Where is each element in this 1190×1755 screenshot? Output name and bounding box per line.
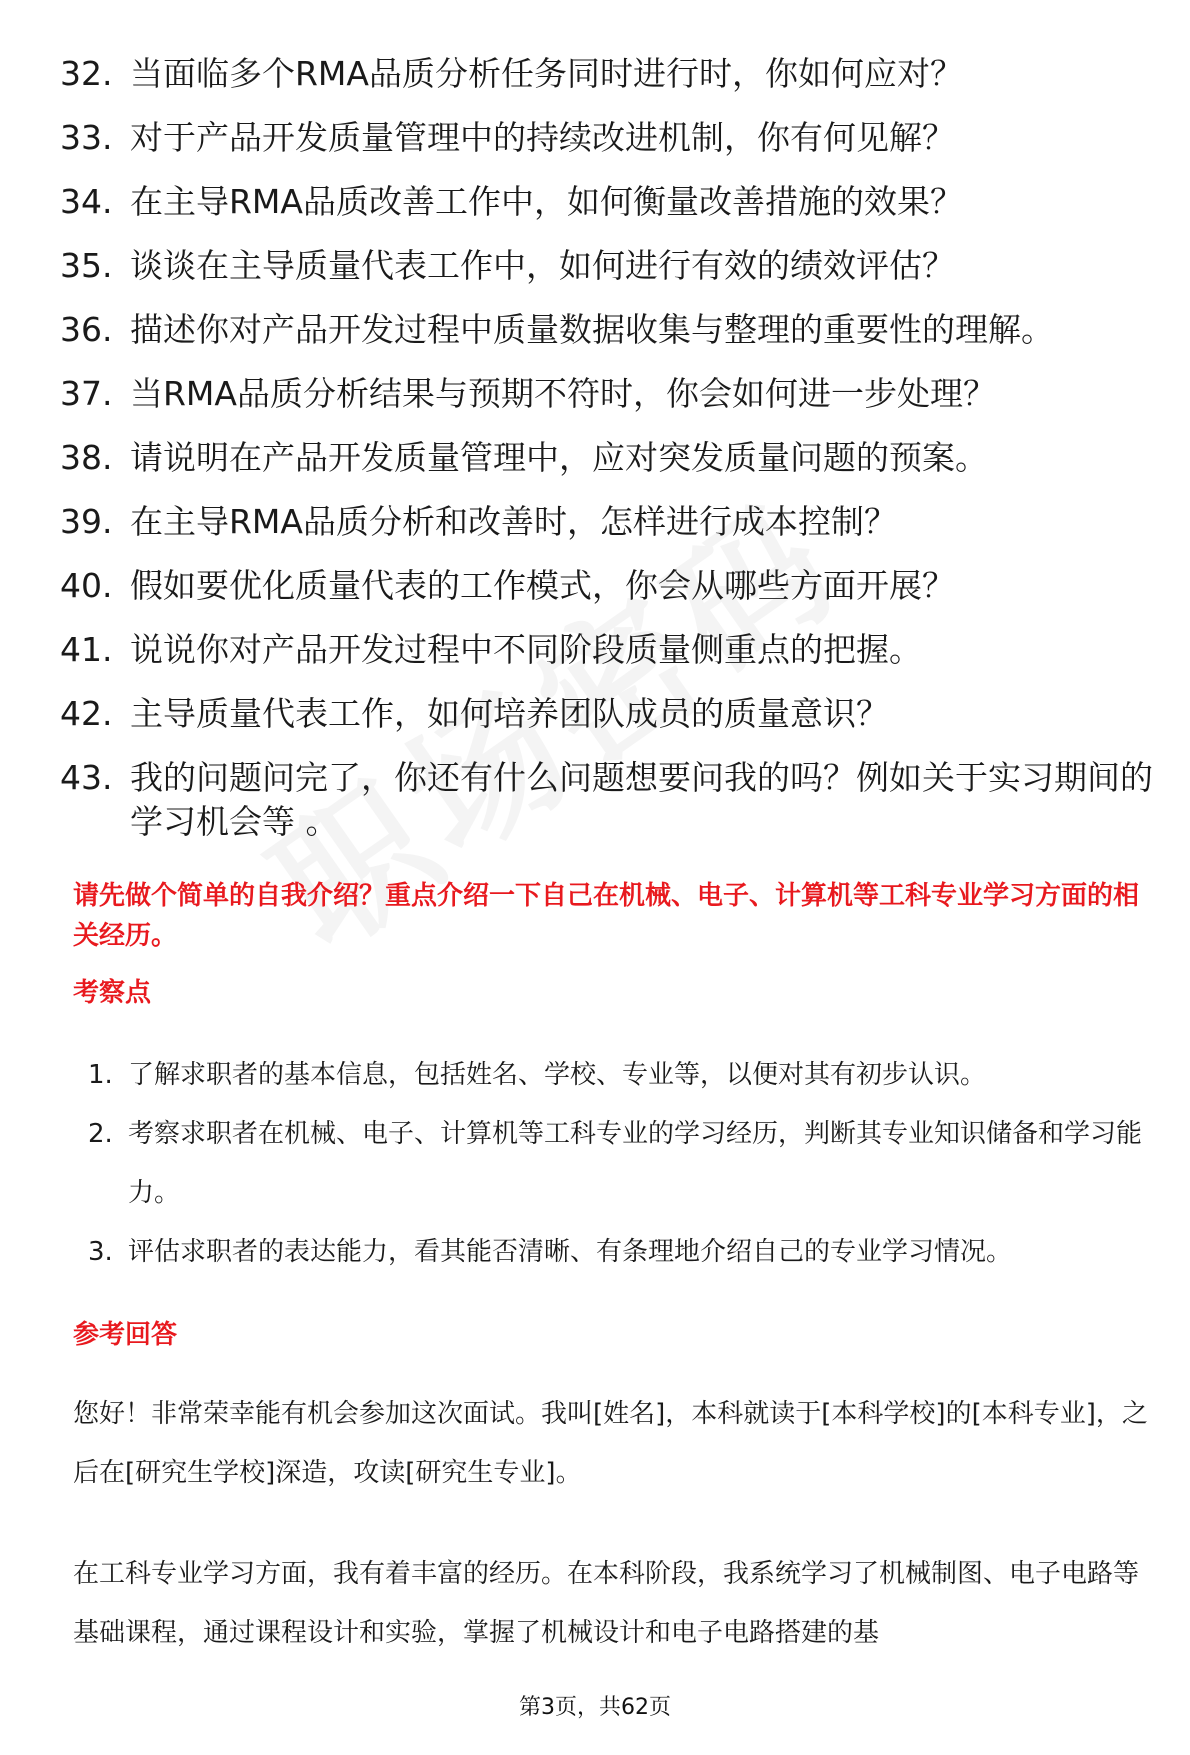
question-text: 对于产品开发质量管理中的持续改进机制，你有何见解？: [130, 118, 955, 157]
question-text: 我的问题问完了，你还有什么问题想要问我的吗？例如关于实习期间的学习机会等 。: [130, 758, 1153, 841]
question-number: 36.: [60, 310, 113, 349]
question-text: 当面临多个RMA品质分析任务同时进行时，你如何应对？: [130, 54, 963, 93]
question-item: [60, 180, 1160, 224]
points-list: [88, 1046, 1160, 1282]
question-item: [60, 116, 1160, 160]
question-item: [60, 564, 1160, 608]
point-item: [88, 1223, 1160, 1282]
question-text: 假如要优化质量代表的工作模式，你会从哪些方面开展？: [130, 566, 955, 605]
question-number: 42.: [60, 694, 113, 733]
question-item: [60, 52, 1160, 96]
answer-paragraph: 您好！非常荣幸能有机会参加这次面试。我叫[姓名]，本科就读于[本科学校]的[本科专业]，之后在[研究生学校]深造，攻读[研究生专业]。: [73, 1399, 1148, 1488]
question-text: 在主导RMA品质改善工作中，如何衡量改善措施的效果？: [130, 182, 963, 221]
question-number: 33.: [60, 118, 113, 157]
question-number: 35.: [60, 246, 113, 285]
question-item: [60, 692, 1160, 736]
question-text: 在主导RMA品质分析和改善时，怎样进行成本控制？: [130, 502, 897, 541]
question-item: [60, 244, 1160, 288]
question-number: 43.: [60, 758, 113, 797]
question-number: 40.: [60, 566, 113, 605]
question-number: 41.: [60, 630, 113, 669]
question-item: [60, 436, 1160, 480]
point-text: 了解求职者的基本信息，包括姓名、学校、专业等，以便对其有初步认识。: [128, 1060, 987, 1090]
page-footer: 第3页，共62页: [519, 1695, 671, 1720]
question-text: 主导质量代表工作，如何培养团队成员的质量意识？: [130, 694, 889, 733]
point-text: 考察求职者在机械、电子、计算机等工科专业的学习经历，判断其专业知识储备和学习能力。: [128, 1119, 1143, 1208]
point-item: [88, 1046, 1160, 1105]
question-number: 38.: [60, 438, 113, 477]
question-item: [60, 628, 1160, 672]
question-number: 32.: [60, 54, 113, 93]
question-list: [60, 52, 1160, 864]
question-number: 39.: [60, 502, 113, 541]
point-item: [88, 1105, 1160, 1223]
question-item: [60, 372, 1160, 416]
points-heading: 考察点: [73, 978, 152, 1008]
point-number: 3.: [88, 1237, 113, 1267]
question-item: [60, 500, 1160, 544]
answer-heading: 参考回答: [73, 1320, 178, 1350]
question-item: [60, 308, 1160, 352]
point-number: 1.: [88, 1060, 113, 1090]
question-text: 描述你对产品开发过程中质量数据收集与整理的重要性的理解。: [130, 310, 1054, 349]
section-question-title: 请先做个简单的自我介绍？重点介绍一下自己在机械、电子、计算机等工科专业学习方面的相关经历。: [73, 881, 1140, 951]
answer-paragraph: 在工科专业学习方面，我有着丰富的经历。在本科阶段，我系统学习了机械制图、电子电路等基础课程，通过课程设计和实验，掌握了机械设计和电子电路搭建的基: [73, 1559, 1140, 1648]
question-text: 请说明在产品开发质量管理中，应对突发质量问题的预案。: [130, 438, 988, 477]
question-text: 谈谈在主导质量代表工作中，如何进行有效的绩效评估？: [130, 246, 955, 285]
question-number: 34.: [60, 182, 113, 221]
question-item: [60, 756, 1160, 844]
question-text: 说说你对产品开发过程中不同阶段质量侧重点的把握。: [130, 630, 922, 669]
question-text: 当RMA品质分析结果与预期不符时，你会如何进一步处理？: [130, 374, 996, 413]
point-number: 2.: [88, 1119, 113, 1149]
point-text: 评估求职者的表达能力，看其能否清晰、有条理地介绍自己的专业学习情况。: [128, 1237, 1013, 1267]
question-number: 37.: [60, 374, 113, 413]
